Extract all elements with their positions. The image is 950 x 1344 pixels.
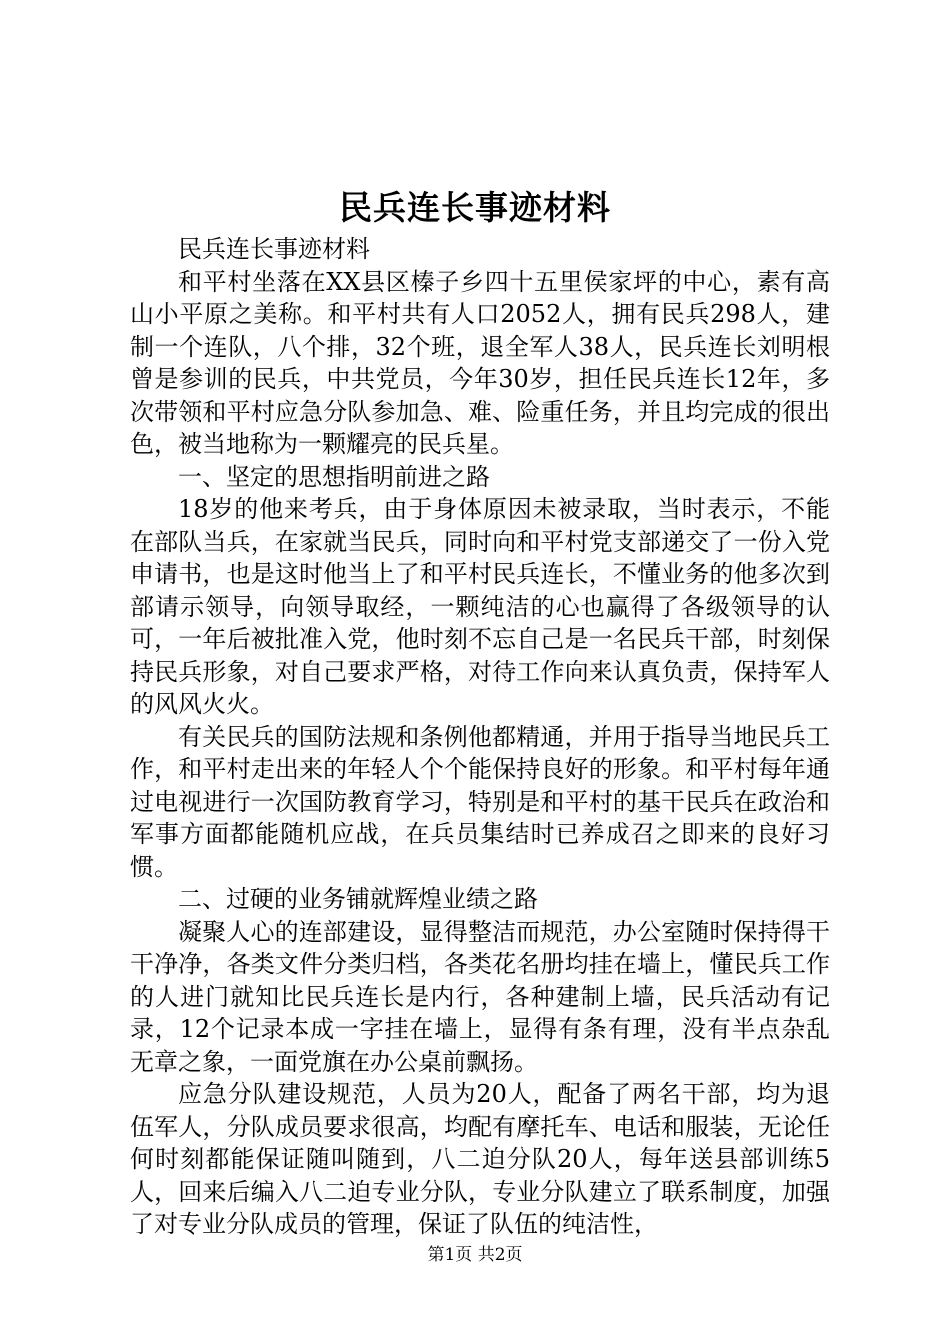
document-body (130, 233, 830, 1241)
paragraph-subtitle: 民兵连长事迹材料 (178, 235, 370, 263)
paragraph: 18岁的他来考兵，由于身体原因未被录取，当时表示，不能在部队当兵，在家就当民兵，同时向和平村党支部递交了一份入党申请书，也是这时他当上了和平村民兵连长，不懂业务的他多次到部请示领导，向领导取经，一颗纯洁的心也赢得了各级领导的认可，一年后被批准入党，他时刻不忘自己是一名民兵干部，时刻保持民兵形象，对自己要求严格，对待工作向来认真负责，保持军人的风风火火。 (130, 495, 830, 718)
section-heading-2: 二、过硬的业务铺就辉煌业绩之路 (178, 885, 538, 913)
document-title: 民兵连长事迹材料 (339, 188, 611, 227)
paragraph: 应急分队建设规范，人员为20人，配备了两名干部，均为退伍军人，分队成员要求很高，均配有摩托车、电话和服装，无论任何时刻都能保证随叫随到，八二迫分队20人，每年送县部训练5人，回来后编入八二迫专业分队，专业分队建立了联系制度，加强了对专业分队成员的管理，保证了队伍的纯洁性， (130, 1080, 830, 1238)
section-heading-1: 一、坚定的思想指明前进之路 (178, 462, 490, 491)
paragraph: 有关民兵的国防法规和条例他都精通，并用于指导当地民兵工作，和平村走出来的年轻人个个能保持良好的形象。和平村每年通过电视进行一次国防教育学习，特别是和平村的基干民兵在政治和军事方面都能随机应战，在兵员集结时已养成召之即来的良好习惯。 (130, 722, 830, 881)
paragraph: 凝聚人心的连部建设，显得整洁而规范，办公室随时保持得干干净净，各类文件分类归档，各类花名册均挂在墙上，懂民兵工作的人进门就知比民兵连长是内行，各种建制上墙，民兵活动有记录，12个记录本成一字挂在墙上，显得有条有理，没有半点杂乱无章之象，一面党旗在办公桌前飘扬。 (130, 917, 830, 1076)
paragraph-intro: 和平村坐落在XX县区榛子乡四十五里侯家坪的中心，素有高山小平原之美称。和平村共有人口2052人，拥有民兵298人，建制一个连队，八个排，32个班，退全军人38人，民兵连长刘明根曾是参训的民兵，中共党员，今年30岁，担任民兵连长12年，多次带领和平村应急分队参加急、难、险重任务，并且均完成的很出色，被当地称为一颗耀亮的民兵星。 (130, 267, 830, 458)
page-footer: 第1页 共2页 (427, 1245, 523, 1265)
